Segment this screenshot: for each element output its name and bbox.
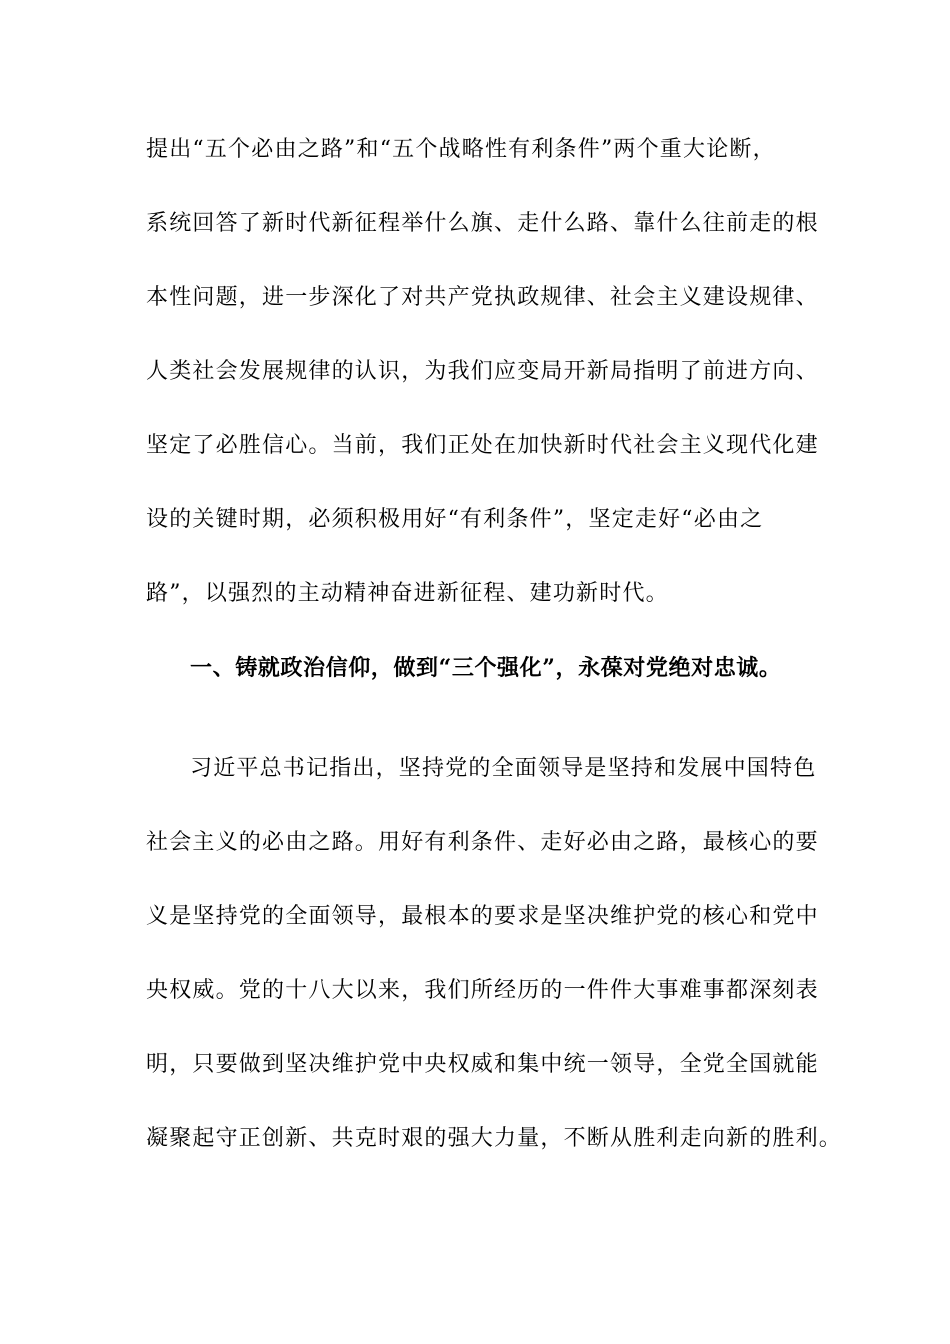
paragraph-line: 习近平总书记指出，坚持党的全面领导是坚持和发展中国特色 <box>190 756 817 781</box>
paragraph-line: 设的关键时期，必须积极用好“有利条件”，坚定走好“必由之 <box>146 507 764 532</box>
paragraph-line: 系统回答了新时代新征程举什么旗、走什么路、靠什么往前走的根 <box>146 211 819 236</box>
paragraph-line: 路”，以强烈的主动精神奋进新征程、建功新时代。 <box>146 581 669 606</box>
paragraph-line: 明，只要做到坚决维护党中央权威和集中统一领导，全党全国就能 <box>146 1052 819 1077</box>
paragraph-line: 社会主义的必由之路。用好有利条件、走好必由之路，最核心的要 <box>146 830 819 855</box>
paragraph-line: 凝聚起守正创新、共克时艰的强大力量，不断从胜利走向新的胜利。 <box>146 1126 843 1151</box>
paragraph-line: 本性问题，进一步深化了对共产党执政规律、社会主义建设规律、 <box>146 285 819 310</box>
paragraph-line: 央权威。党的十八大以来，我们所经历的一件件大事难事都深刻表 <box>146 978 819 1003</box>
paragraph-line: 提出“五个必由之路”和“五个战略性有利条件”两个重大论断， <box>146 137 776 162</box>
section-heading: 一、铸就政治信仰，做到“三个强化”，永葆对党绝对忠诚。 <box>190 655 782 681</box>
paragraph-line: 人类社会发展规律的认识，为我们应变局开新局指明了前进方向、 <box>146 359 819 384</box>
paragraph-line: 坚定了必胜信心。当前，我们正处在加快新时代社会主义现代化建 <box>146 433 819 458</box>
paragraph-line: 义是坚持党的全面领导，最根本的要求是坚决维护党的核心和党中 <box>146 904 819 929</box>
